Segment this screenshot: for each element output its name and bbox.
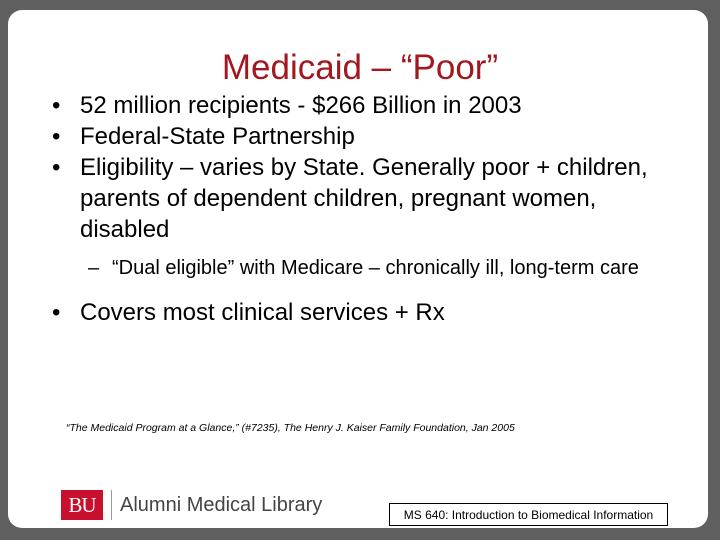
library-name: Alumni Medical Library bbox=[120, 494, 323, 516]
sub-bullet-marker: – bbox=[88, 257, 100, 279]
slide-title: Medicaid – “Poor” bbox=[221, 48, 499, 87]
bullet-item bbox=[32, 121, 682, 152]
bullet-marker: • bbox=[52, 123, 61, 150]
logo-divider bbox=[111, 490, 112, 520]
bullet-marker: • bbox=[52, 92, 61, 119]
bullet-text: 52 million recipients - $266 Billion in 2003 bbox=[80, 92, 522, 119]
bullet-marker: • bbox=[52, 299, 61, 326]
slide bbox=[8, 10, 708, 528]
bullet-text: Eligibility – varies by State. Generally poor + children, parents of dependent children, pregnant women, disabled bbox=[80, 154, 648, 243]
library-logo bbox=[61, 490, 322, 520]
bullet-item bbox=[32, 152, 682, 245]
bullet-item bbox=[32, 90, 682, 121]
bullet-text: Covers most clinical services + Rx bbox=[80, 299, 445, 326]
sub-bullet-item bbox=[32, 255, 682, 281]
bullet-marker: • bbox=[52, 154, 61, 181]
bullet-item bbox=[32, 297, 682, 328]
bullet-list bbox=[32, 90, 682, 328]
sub-bullet-text: “Dual eligible” with Medicare – chronically ill, long-term care bbox=[112, 257, 639, 279]
course-label: MS 640: Introduction to Biomedical Information bbox=[389, 503, 668, 526]
bu-logo: BU bbox=[61, 490, 103, 520]
citation: “The Medicaid Program at a Glance,” (#7235), The Henry J. Kaiser Family Foundation, Jan 2005 bbox=[66, 422, 515, 434]
bullet-text: Federal-State Partnership bbox=[80, 123, 355, 150]
